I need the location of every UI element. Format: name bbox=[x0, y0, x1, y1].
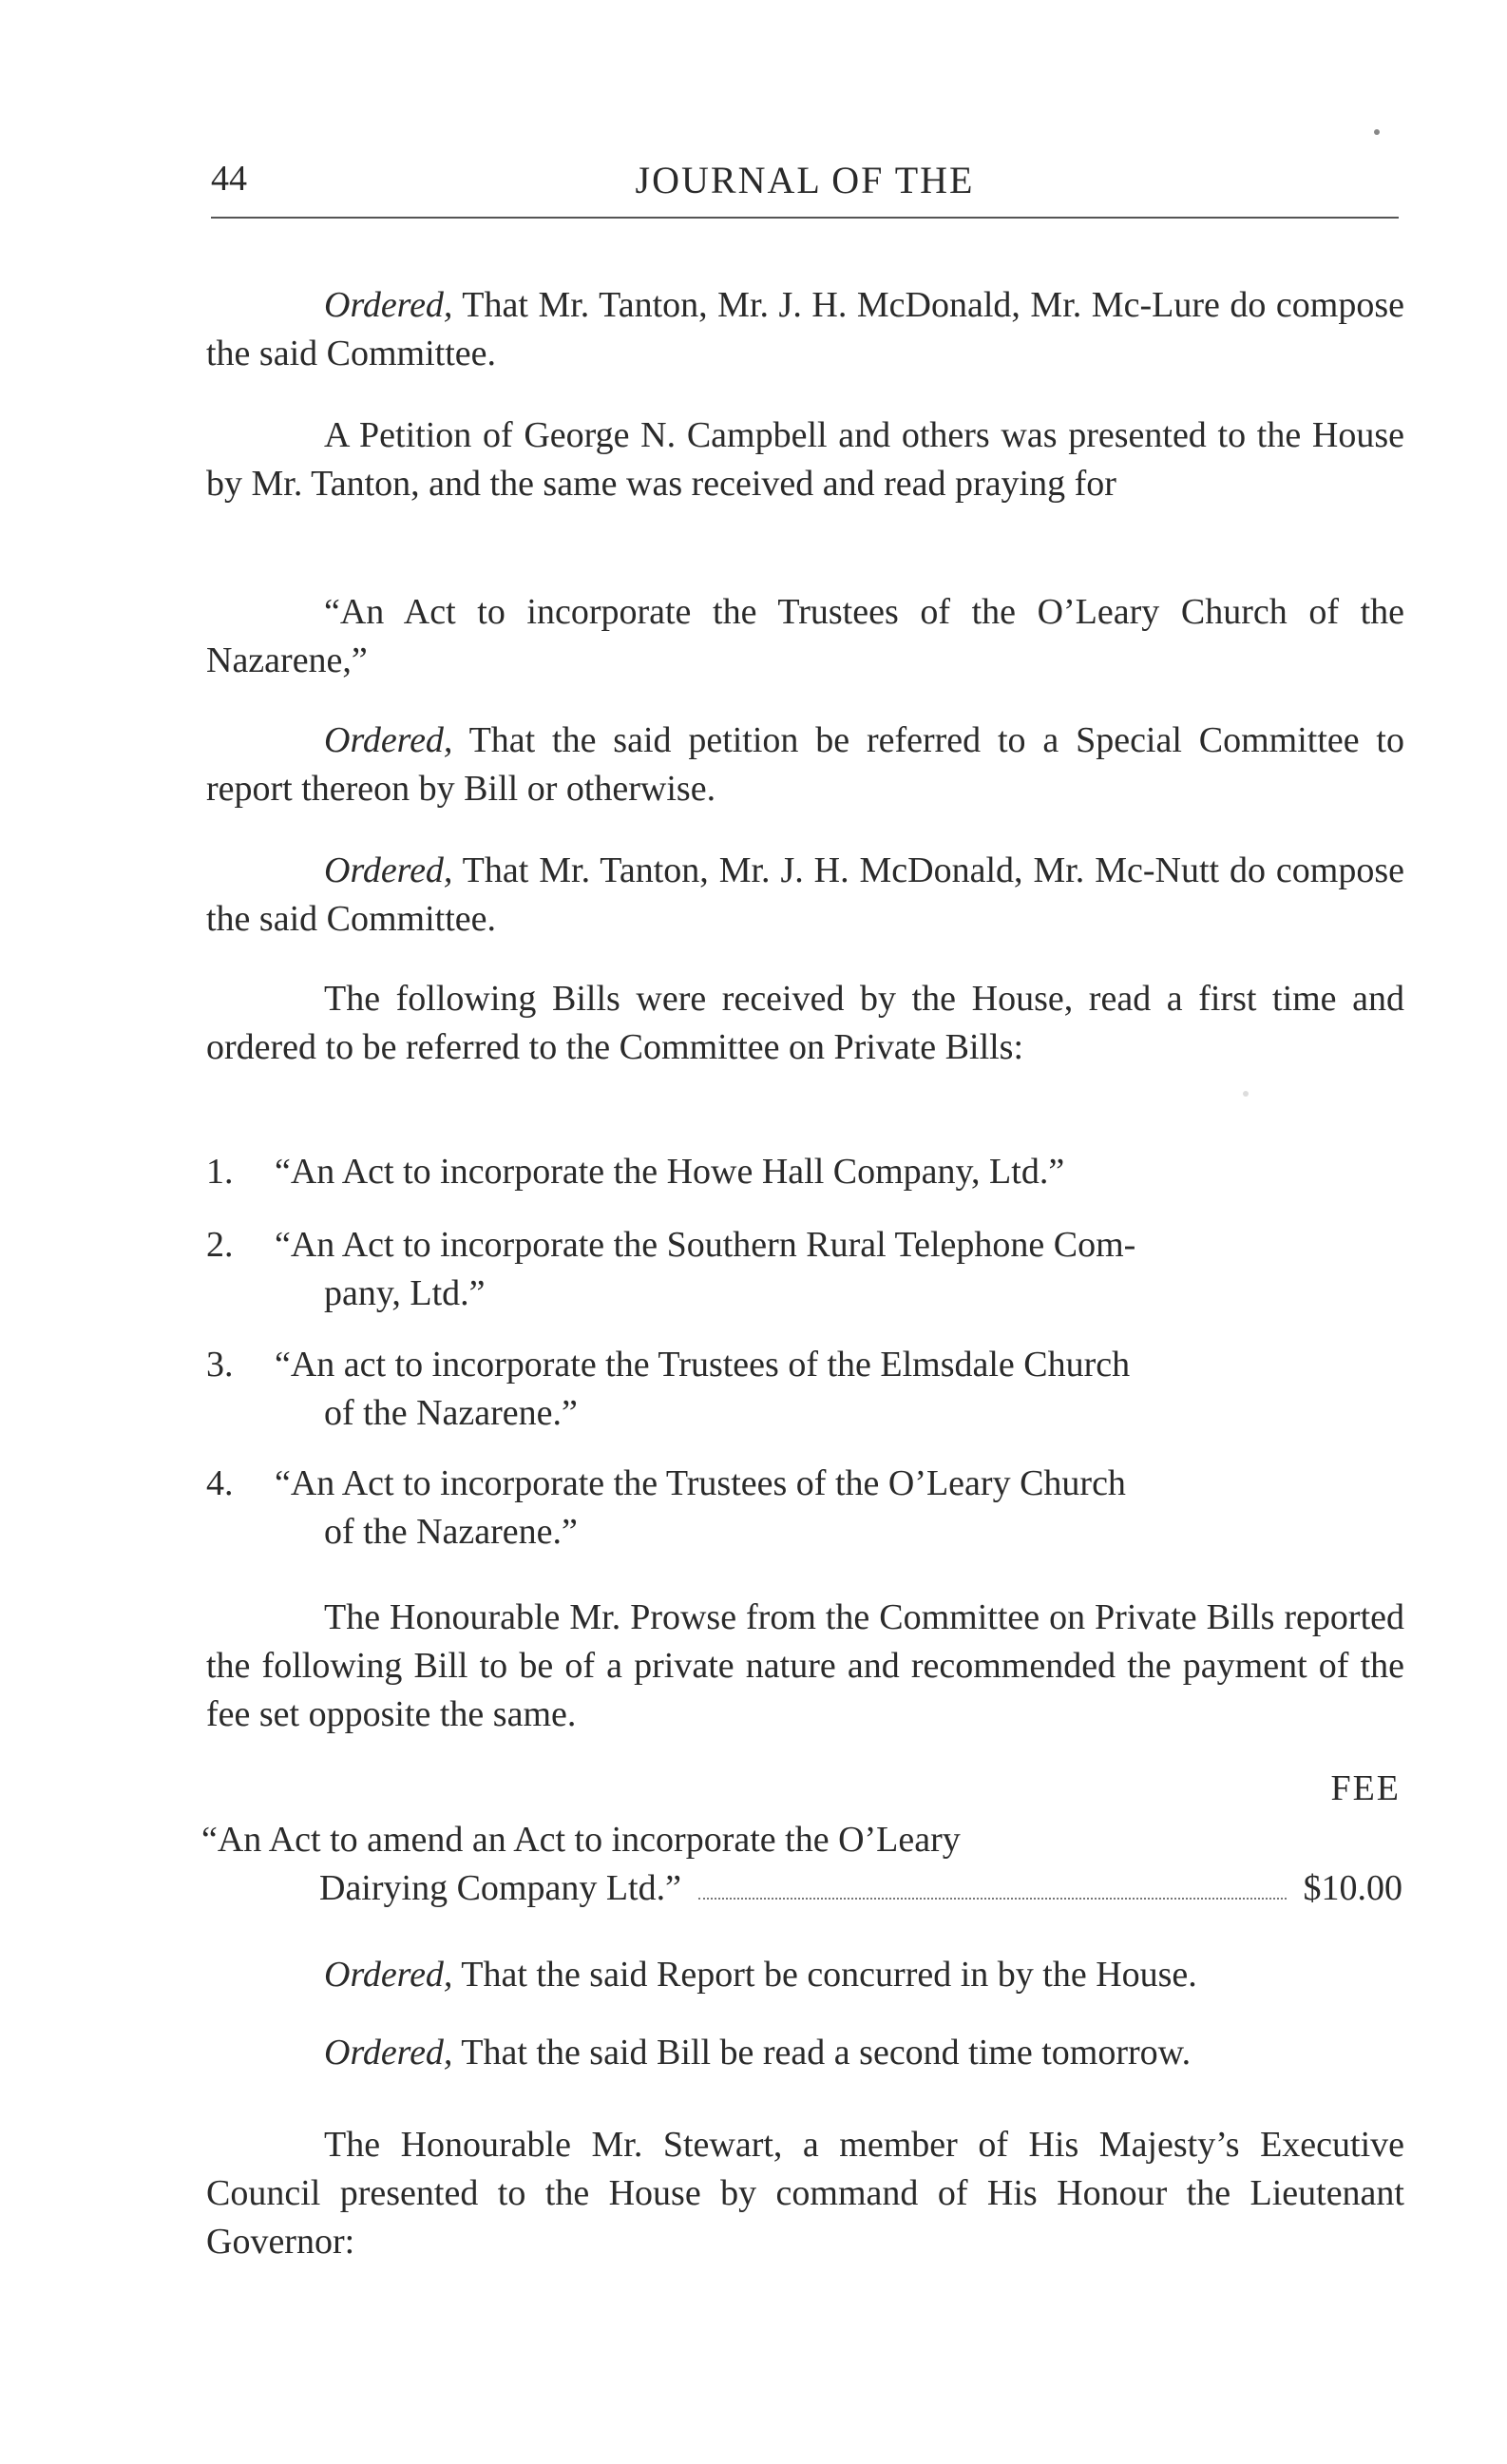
ordered-label: Ordered, bbox=[324, 850, 453, 890]
order-committee-mcnutt bbox=[206, 847, 1404, 944]
list-item-number: 4. bbox=[206, 1463, 234, 1503]
petition-paragraph: A Petition of George N. Campbell and others was presented to the House by Mr. Tanton, and the same was received and read praying for bbox=[206, 415, 1404, 504]
council-presentation-paragraph: The Honourable Mr. Stewart, a member of His Majesty’s Executive Council presented to the House by command of His Honour the Lieutenant Governor: bbox=[206, 2125, 1404, 2262]
list-item-line: “An Act to incorporate the Southern Rural Telephone Com- bbox=[275, 1225, 1136, 1265]
ordered-label: Ordered, bbox=[324, 2033, 453, 2072]
order-report-concurred bbox=[206, 1951, 1404, 1999]
order-refer-committee bbox=[206, 716, 1404, 813]
ordered-label: Ordered, bbox=[324, 285, 453, 325]
list-item-line: “An Act to incorporate the Trustees of the O’Leary Church bbox=[275, 1463, 1126, 1503]
ordered-label: Ordered, bbox=[324, 1955, 453, 1995]
list-item-text bbox=[275, 1221, 1405, 1318]
list-item-text bbox=[275, 1341, 1405, 1438]
bills-received-paragraph: The following Bills were received by the House, read a first time and ordered to be referred to the Committee on Private Bills: bbox=[206, 979, 1404, 1067]
list-item-line: of the Nazarene.” bbox=[324, 1512, 578, 1552]
paragraph-text: That Mr. Tanton, Mr. J. H. McDonald, Mr. Mc-Nutt do compose the said Committee. bbox=[206, 850, 1404, 939]
fee-column-header: FEE bbox=[1330, 1768, 1401, 1808]
ordered-label: Ordered, bbox=[324, 720, 453, 760]
list-item-number: 1. bbox=[206, 1152, 234, 1192]
list-item-number: 2. bbox=[206, 1225, 234, 1265]
print-speck bbox=[1243, 1091, 1249, 1097]
fee-amount: $10.00 bbox=[1303, 1868, 1402, 1908]
list-item-text bbox=[275, 1148, 1405, 1196]
act-title-oleary: “An Act to incorporate the Trustees of the O’Leary Church of the Nazarene,” bbox=[206, 592, 1404, 680]
list-item-line: of the Nazarene.” bbox=[324, 1393, 578, 1433]
list-item-line: pany, Ltd.” bbox=[324, 1273, 486, 1313]
list-item bbox=[206, 1341, 1405, 1438]
list-item bbox=[206, 1148, 1405, 1196]
list-item-number: 3. bbox=[206, 1345, 234, 1385]
paragraph-text: That the said Report be concurred in by the House. bbox=[452, 1955, 1197, 1995]
order-committee-mclure bbox=[206, 281, 1404, 378]
order-second-reading bbox=[206, 2029, 1404, 2077]
list-item-line: “An Act to incorporate the Howe Hall Company, Ltd.” bbox=[275, 1152, 1065, 1192]
print-speck bbox=[1374, 129, 1380, 135]
page-number: 44 bbox=[211, 159, 247, 199]
fee-bill-title: “An Act to amend an Act to incorporate the O’Leary bbox=[201, 1820, 961, 1860]
paragraph-text: That Mr. Tanton, Mr. J. H. McDonald, Mr. Mc-Lure do compose the said Committee. bbox=[206, 285, 1404, 373]
committee-report-paragraph: The Honourable Mr. Prowse from the Committee on Private Bills reported the following Bill to be of a private nature and recommended the payment of the fee set opposite the same. bbox=[206, 1597, 1404, 1734]
list-item-text bbox=[275, 1460, 1405, 1557]
page-header bbox=[211, 152, 1399, 219]
dot-leader bbox=[698, 1898, 1287, 1900]
list-item bbox=[206, 1460, 1405, 1557]
list-item bbox=[206, 1221, 1405, 1318]
running-head: JOURNAL OF THE bbox=[635, 159, 975, 201]
paragraph-text: That the said Bill be read a second time tomorrow. bbox=[452, 2033, 1192, 2072]
fee-bill-row bbox=[319, 1864, 1402, 1913]
paragraph-text: That the said petition be referred to a Special Committee to report thereon by Bill or otherwise. bbox=[206, 720, 1404, 809]
fee-bill-title-continued: Dairying Company Ltd.” bbox=[319, 1868, 681, 1908]
list-item-line: “An act to incorporate the Trustees of the Elmsdale Church bbox=[275, 1345, 1131, 1385]
